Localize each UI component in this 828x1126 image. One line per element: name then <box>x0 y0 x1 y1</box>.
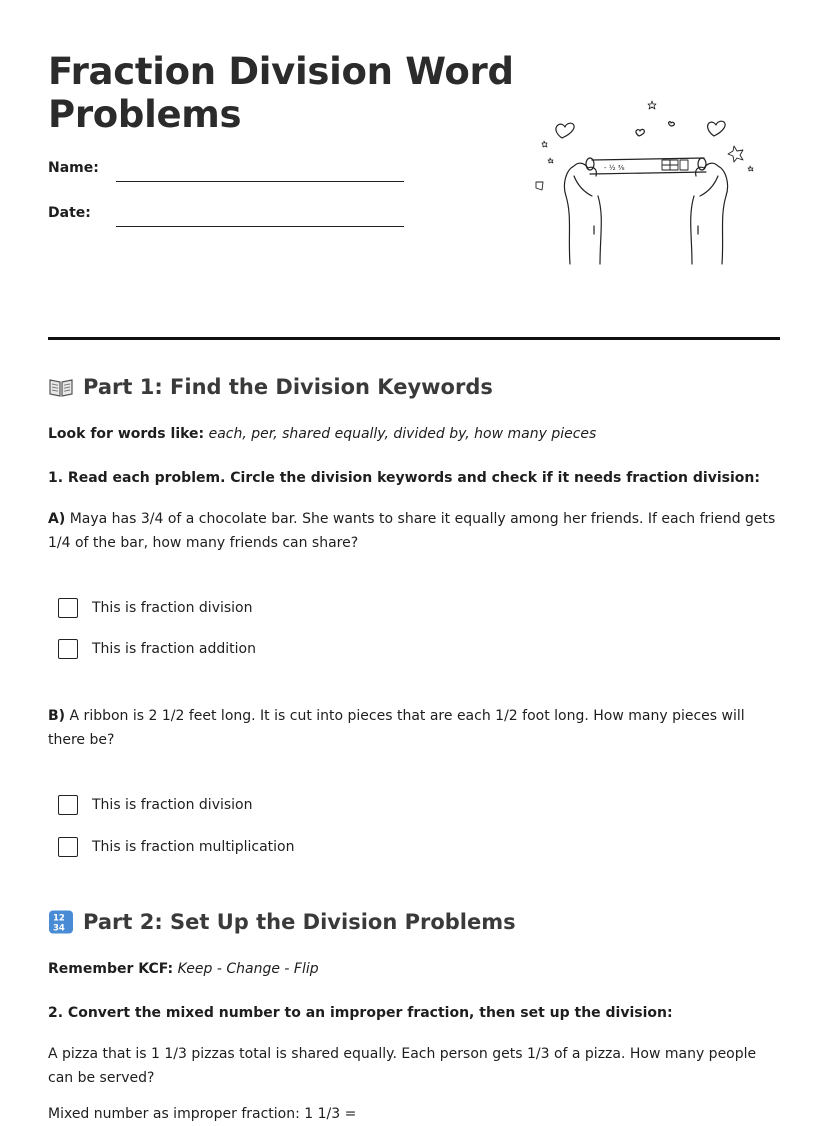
keyword-hint <box>48 422 783 446</box>
open-book-icon <box>48 375 74 399</box>
date-label: Date: <box>48 205 91 221</box>
hint-text: each, per, shared equally, divided by, how many pieces <box>208 426 597 442</box>
svg-text:12: 12 <box>53 913 65 924</box>
part2-heading <box>48 910 516 934</box>
part2-heading-text: Part 2: Set Up the Division Problems <box>83 910 516 934</box>
problem-a-label: A) <box>48 511 66 527</box>
worksheet-title: Fraction Division Word Problems <box>48 50 514 136</box>
name-label: Name: <box>48 160 99 176</box>
checkbox[interactable] <box>58 598 78 618</box>
problem-a-option-2[interactable] <box>58 639 256 659</box>
checkbox[interactable] <box>58 639 78 659</box>
problem-b-text: A ribbon is 2 1/2 feet long. It is cut into pieces that are each 1/2 foot long. How many pieces will there be? <box>48 708 745 748</box>
option-label: This is fraction division <box>92 797 253 813</box>
problem-b-option-2[interactable] <box>58 837 294 857</box>
kcf-reminder <box>48 957 783 981</box>
part2-instruction: 2. Convert the mixed number to an improper fraction, then set up the division: <box>48 1005 673 1021</box>
problem-a-option-1[interactable] <box>58 598 253 618</box>
part1-heading-text: Part 1: Find the Division Keywords <box>83 375 493 399</box>
remember-text: Keep - Change - Flip <box>177 961 319 977</box>
hands-fraction-strip-illustration <box>528 96 764 266</box>
checkbox[interactable] <box>58 837 78 857</box>
part1-heading <box>48 375 493 399</box>
numbers-1234-icon <box>48 910 74 934</box>
part1-instruction: 1. Read each problem. Circle the division keywords and check if it needs fraction division: <box>48 470 760 486</box>
problem-b-label: B) <box>48 708 66 724</box>
header-divider <box>48 337 780 340</box>
svg-text:- ½ ⅜: - ½ ⅜ <box>604 164 625 172</box>
hint-label: Look for words like: <box>48 426 205 442</box>
problem-a-text: Maya has 3/4 of a chocolate bar. She wants to share it equally among her friends. If each friend gets 1/4 of the bar, how many friends can share? <box>48 511 776 551</box>
date-field[interactable] <box>116 226 404 227</box>
checkbox[interactable] <box>58 795 78 815</box>
pizza-problem: A pizza that is 1 1/3 pizzas total is shared equally. Each person gets 1/3 of a pizza. How many people can be served? <box>48 1046 757 1086</box>
problem-b-option-1[interactable] <box>58 795 253 815</box>
option-label: This is fraction addition <box>92 641 256 657</box>
option-label: This is fraction multiplication <box>92 839 295 855</box>
option-label: This is fraction division <box>92 600 253 616</box>
improper-fraction-step: Mixed number as improper fraction: 1 1/3 = <box>48 1106 357 1122</box>
problem-b <box>48 704 783 752</box>
name-field[interactable] <box>116 181 404 182</box>
remember-label: Remember KCF: <box>48 961 174 977</box>
svg-text:34: 34 <box>53 923 65 934</box>
problem-a <box>48 507 783 555</box>
